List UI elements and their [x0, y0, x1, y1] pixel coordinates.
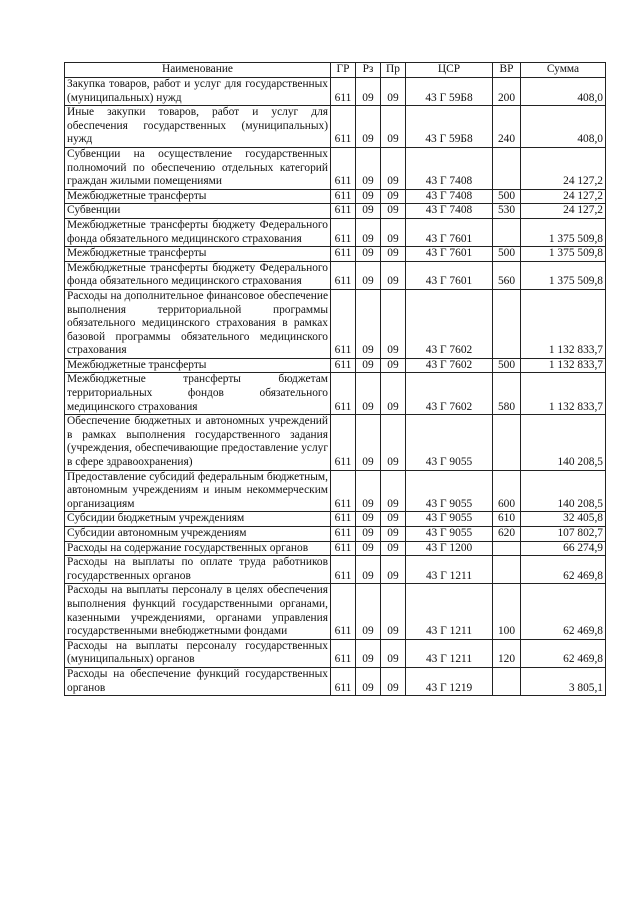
- row-vr-cell: 240: [493, 106, 521, 148]
- row-pr-cell: 09: [381, 556, 406, 584]
- row-rz-cell: 09: [356, 584, 381, 639]
- row-csr-cell: 43 Г 7602: [406, 373, 493, 415]
- table-row: [65, 639, 606, 667]
- row-name-cell: Межбюджетные трансферты бюджету Федерального фонда обязательного медицинского страхования: [65, 218, 331, 246]
- row-name-cell: Межбюджетные трансферты бюджетам территориальных фондов обязательного медицинского страхования: [65, 373, 331, 415]
- row-gr-cell: 611: [331, 147, 356, 189]
- table-row: [65, 261, 606, 289]
- header-gr: ГР: [331, 63, 356, 78]
- row-sum-cell: 24 127,2: [521, 189, 606, 204]
- table-row: [65, 218, 606, 246]
- row-rz-cell: 09: [356, 541, 381, 556]
- row-rz-cell: 09: [356, 470, 381, 512]
- row-name-cell: Субсидии бюджетным учреждениям: [65, 512, 331, 527]
- row-gr-cell: 611: [331, 204, 356, 219]
- row-vr-cell: 100: [493, 584, 521, 639]
- row-vr-cell: [493, 556, 521, 584]
- row-rz-cell: 09: [356, 556, 381, 584]
- table-row: [65, 541, 606, 556]
- header-sum: Сумма: [521, 63, 606, 78]
- row-gr-cell: 611: [331, 556, 356, 584]
- row-pr-cell: 09: [381, 204, 406, 219]
- row-csr-cell: 43 Г 7601: [406, 218, 493, 246]
- row-gr-cell: 611: [331, 541, 356, 556]
- row-csr-cell: 43 Г 1219: [406, 667, 493, 695]
- row-csr-cell: 43 Г 1200: [406, 541, 493, 556]
- table-row: [65, 584, 606, 639]
- row-gr-cell: 611: [331, 358, 356, 373]
- table-row: [65, 527, 606, 542]
- table-row: [65, 415, 606, 470]
- row-csr-cell: 43 Г 7408: [406, 147, 493, 189]
- row-rz-cell: 09: [356, 189, 381, 204]
- row-rz-cell: 09: [356, 247, 381, 262]
- row-gr-cell: 611: [331, 247, 356, 262]
- row-sum-cell: 66 274,9: [521, 541, 606, 556]
- row-name-cell: Межбюджетные трансферты: [65, 358, 331, 373]
- row-csr-cell: 43 Г 1211: [406, 639, 493, 667]
- row-pr-cell: 09: [381, 541, 406, 556]
- row-sum-cell: 32 405,8: [521, 512, 606, 527]
- table-row: [65, 373, 606, 415]
- row-pr-cell: 09: [381, 78, 406, 106]
- row-pr-cell: 09: [381, 289, 406, 358]
- row-name-cell: Предоставление субсидий федеральным бюджетным, автономным учреждениям и иным некоммерческим организациям: [65, 470, 331, 512]
- row-rz-cell: 09: [356, 373, 381, 415]
- row-vr-cell: 500: [493, 189, 521, 204]
- row-vr-cell: 500: [493, 358, 521, 373]
- row-vr-cell: 530: [493, 204, 521, 219]
- row-gr-cell: 611: [331, 189, 356, 204]
- row-csr-cell: 43 Г 7601: [406, 247, 493, 262]
- row-rz-cell: 09: [356, 639, 381, 667]
- row-name-cell: Межбюджетные трансферты: [65, 247, 331, 262]
- row-pr-cell: 09: [381, 147, 406, 189]
- document-page: [64, 62, 605, 696]
- row-rz-cell: 09: [356, 527, 381, 542]
- header-pr: Пр: [381, 63, 406, 78]
- table-row: [65, 470, 606, 512]
- row-name-cell: Иные закупки товаров, работ и услуг для обеспечения государственных (муниципальных) нужд: [65, 106, 331, 148]
- row-rz-cell: 09: [356, 106, 381, 148]
- row-sum-cell: 408,0: [521, 106, 606, 148]
- row-sum-cell: 408,0: [521, 78, 606, 106]
- row-csr-cell: 43 Г 7408: [406, 204, 493, 219]
- row-vr-cell: [493, 147, 521, 189]
- row-gr-cell: 611: [331, 289, 356, 358]
- row-vr-cell: [493, 541, 521, 556]
- table-row: [65, 189, 606, 204]
- row-gr-cell: 611: [331, 106, 356, 148]
- row-vr-cell: 560: [493, 261, 521, 289]
- table-row: [65, 247, 606, 262]
- row-pr-cell: 09: [381, 189, 406, 204]
- row-csr-cell: 43 Г 59Б8: [406, 106, 493, 148]
- row-sum-cell: 3 805,1: [521, 667, 606, 695]
- row-csr-cell: 43 Г 9055: [406, 527, 493, 542]
- budget-table: [64, 62, 606, 696]
- row-sum-cell: 107 802,7: [521, 527, 606, 542]
- row-vr-cell: 200: [493, 78, 521, 106]
- row-pr-cell: 09: [381, 527, 406, 542]
- table-row: [65, 556, 606, 584]
- row-pr-cell: 09: [381, 373, 406, 415]
- row-sum-cell: 140 208,5: [521, 415, 606, 470]
- row-rz-cell: 09: [356, 261, 381, 289]
- row-sum-cell: 1 375 509,8: [521, 218, 606, 246]
- row-csr-cell: 43 Г 7408: [406, 189, 493, 204]
- row-vr-cell: [493, 415, 521, 470]
- row-name-cell: Субсидии автономным учреждениям: [65, 527, 331, 542]
- table-row: [65, 358, 606, 373]
- row-sum-cell: 140 208,5: [521, 470, 606, 512]
- row-rz-cell: 09: [356, 415, 381, 470]
- table-row: [65, 667, 606, 695]
- row-csr-cell: 43 Г 7602: [406, 289, 493, 358]
- row-vr-cell: 120: [493, 639, 521, 667]
- row-gr-cell: 611: [331, 415, 356, 470]
- row-gr-cell: 611: [331, 373, 356, 415]
- row-pr-cell: 09: [381, 218, 406, 246]
- row-sum-cell: 62 469,8: [521, 584, 606, 639]
- row-pr-cell: 09: [381, 639, 406, 667]
- row-vr-cell: 600: [493, 470, 521, 512]
- row-csr-cell: 43 Г 1211: [406, 584, 493, 639]
- table-row: [65, 78, 606, 106]
- row-name-cell: Субвенции: [65, 204, 331, 219]
- table-row: [65, 512, 606, 527]
- row-pr-cell: 09: [381, 415, 406, 470]
- row-gr-cell: 611: [331, 527, 356, 542]
- header-name: Наименование: [65, 63, 331, 78]
- row-name-cell: Расходы на дополнительное финансовое обеспечение выполнения территориальной программы обязательного медицинского страхования в рамках базовой программы обязательного медицинского страхования: [65, 289, 331, 358]
- row-name-cell: Межбюджетные трансферты бюджету Федерального фонда обязательного медицинского страхования: [65, 261, 331, 289]
- row-vr-cell: 620: [493, 527, 521, 542]
- row-name-cell: Расходы на обеспечение функций государственных органов: [65, 667, 331, 695]
- row-sum-cell: 24 127,2: [521, 204, 606, 219]
- row-pr-cell: 09: [381, 512, 406, 527]
- row-pr-cell: 09: [381, 358, 406, 373]
- row-vr-cell: 610: [493, 512, 521, 527]
- row-pr-cell: 09: [381, 667, 406, 695]
- row-rz-cell: 09: [356, 147, 381, 189]
- row-csr-cell: 43 Г 7601: [406, 261, 493, 289]
- row-csr-cell: 43 Г 59Б8: [406, 78, 493, 106]
- row-pr-cell: 09: [381, 470, 406, 512]
- table-row: [65, 204, 606, 219]
- table-row: [65, 106, 606, 148]
- row-gr-cell: 611: [331, 218, 356, 246]
- row-sum-cell: 1 375 509,8: [521, 247, 606, 262]
- row-gr-cell: 611: [331, 639, 356, 667]
- table-row: [65, 289, 606, 358]
- row-pr-cell: 09: [381, 247, 406, 262]
- table-row: [65, 147, 606, 189]
- row-gr-cell: 611: [331, 667, 356, 695]
- row-sum-cell: 1 132 833,7: [521, 358, 606, 373]
- row-rz-cell: 09: [356, 667, 381, 695]
- row-gr-cell: 611: [331, 470, 356, 512]
- row-name-cell: Субвенции на осуществление государственных полномочий по обеспечению отдельных категорий граждан жилыми помещениями: [65, 147, 331, 189]
- row-sum-cell: 62 469,8: [521, 639, 606, 667]
- row-sum-cell: 1 132 833,7: [521, 289, 606, 358]
- row-rz-cell: 09: [356, 512, 381, 527]
- row-sum-cell: 1 132 833,7: [521, 373, 606, 415]
- row-vr-cell: 580: [493, 373, 521, 415]
- header-vr: ВР: [493, 63, 521, 78]
- row-csr-cell: 43 Г 9055: [406, 415, 493, 470]
- row-vr-cell: [493, 218, 521, 246]
- row-name-cell: Расходы на выплаты по оплате труда работников государственных органов: [65, 556, 331, 584]
- row-pr-cell: 09: [381, 106, 406, 148]
- row-csr-cell: 43 Г 9055: [406, 512, 493, 527]
- row-csr-cell: 43 Г 9055: [406, 470, 493, 512]
- row-sum-cell: 24 127,2: [521, 147, 606, 189]
- row-gr-cell: 611: [331, 78, 356, 106]
- row-vr-cell: [493, 289, 521, 358]
- row-gr-cell: 611: [331, 512, 356, 527]
- row-name-cell: Расходы на содержание государственных органов: [65, 541, 331, 556]
- row-rz-cell: 09: [356, 218, 381, 246]
- row-vr-cell: [493, 667, 521, 695]
- header-rz: Рз: [356, 63, 381, 78]
- row-sum-cell: 62 469,8: [521, 556, 606, 584]
- table-header-row: [65, 63, 606, 78]
- row-rz-cell: 09: [356, 78, 381, 106]
- row-rz-cell: 09: [356, 204, 381, 219]
- row-pr-cell: 09: [381, 261, 406, 289]
- row-name-cell: Закупка товаров, работ и услуг для государственных (муниципальных) нужд: [65, 78, 331, 106]
- row-rz-cell: 09: [356, 358, 381, 373]
- row-vr-cell: 500: [493, 247, 521, 262]
- row-sum-cell: 1 375 509,8: [521, 261, 606, 289]
- row-name-cell: Расходы на выплаты персоналу в целях обеспечения выполнения функций государственными органами, казенными учреждениями, органами управления государственными внебюджетными фондами: [65, 584, 331, 639]
- header-csr: ЦСР: [406, 63, 493, 78]
- row-name-cell: Расходы на выплаты персоналу государственных (муниципальных) органов: [65, 639, 331, 667]
- row-name-cell: Обеспечение бюджетных и автономных учреждений в рамках выполнения государственного задания (учреждения, обеспечивающие предоставление услуг в сфере здравоохранения): [65, 415, 331, 470]
- row-name-cell: Межбюджетные трансферты: [65, 189, 331, 204]
- row-gr-cell: 611: [331, 261, 356, 289]
- row-gr-cell: 611: [331, 584, 356, 639]
- row-csr-cell: 43 Г 7602: [406, 358, 493, 373]
- row-csr-cell: 43 Г 1211: [406, 556, 493, 584]
- row-pr-cell: 09: [381, 584, 406, 639]
- row-rz-cell: 09: [356, 289, 381, 358]
